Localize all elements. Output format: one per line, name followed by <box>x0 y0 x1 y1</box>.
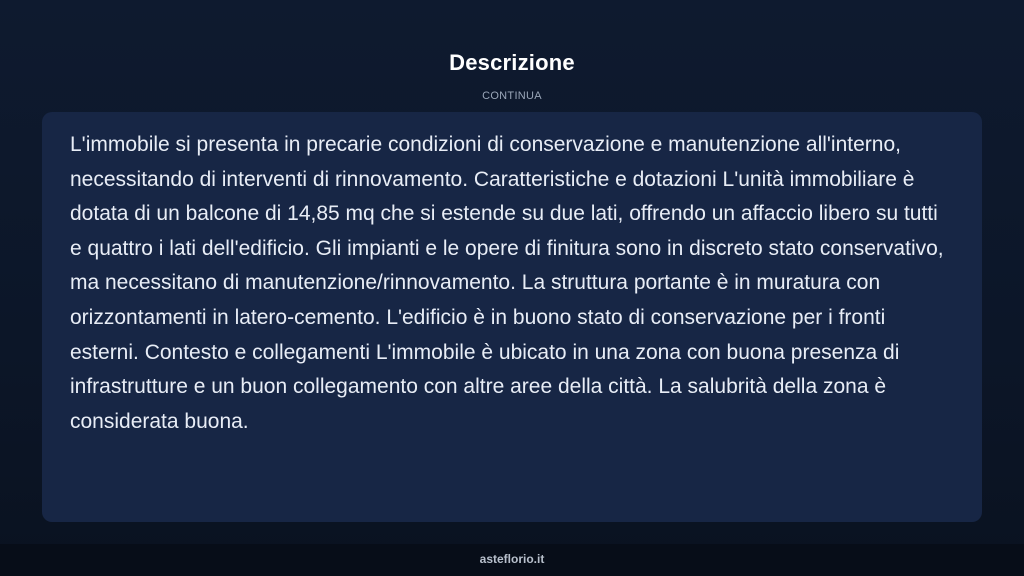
description-text: L'immobile si presenta in precarie condizioni di conservazione e manutenzione all'interno, necessitando di interventi di rinnovamento. Caratteristiche e dotazioni L'unità immobiliare è dotata di un balcone di 14,85 mq che si estende su due lati, offrendo un affaccio libero su tutti e quattro i lati dell'edificio. Gli impianti e le opere di finitura sono in discreto stato conservativo, ma necessitano di manutenzione/rinnovamento. La struttura portante è in muratura con orizzontamenti in latero-cemento. L'edificio è in buono stato di conservazione per i fronti esterni. Contesto e collegamenti L'immobile è ubicato in una zona con buona presenza di infrastrutture e un buon collegamento con altre aree della città. La salubrità della zona è considerata buona. <box>70 133 944 433</box>
description-card <box>42 112 982 522</box>
footer-bar <box>0 544 1024 576</box>
page-title: Descrizione <box>449 50 575 75</box>
continue-label: CONTINUA <box>482 90 542 102</box>
footer-site-link[interactable]: asteflorio.it <box>479 552 545 566</box>
